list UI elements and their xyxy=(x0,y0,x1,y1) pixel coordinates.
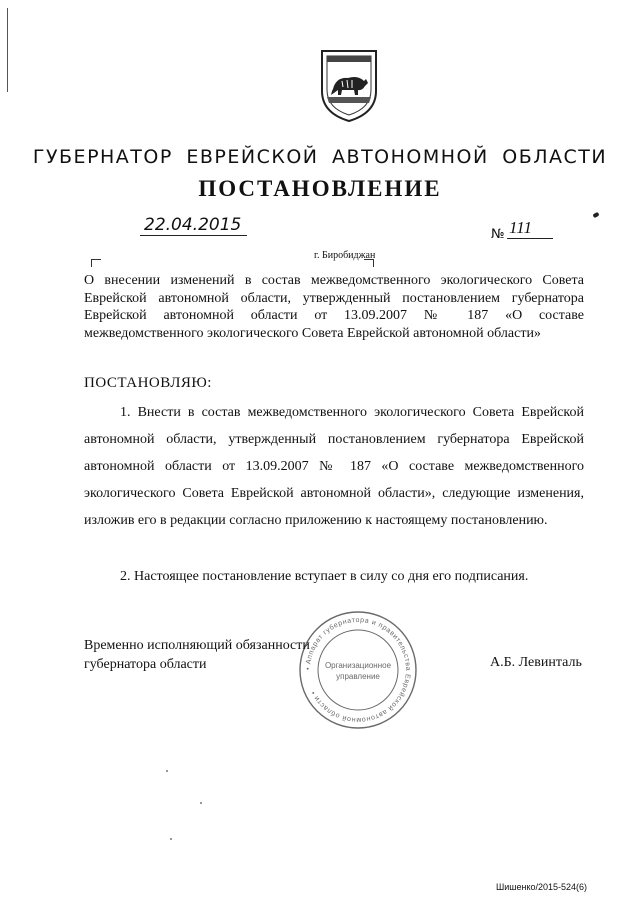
signatory-title xyxy=(84,636,310,674)
paragraph-2: 2. Настоящее постановление вступает в силу со дня его подписания. xyxy=(120,569,529,584)
decree-word: ПОСТАНОВЛЯЮ: xyxy=(84,375,212,391)
coat-of-arms-tiger-icon xyxy=(318,45,380,123)
scan-speck xyxy=(166,770,168,772)
stamp-outer-text: • Аппарат губернатора и правительства Еврейской автономной области • xyxy=(304,616,412,724)
official-stamp xyxy=(296,608,420,732)
stamp-inner-line-2: управление xyxy=(336,672,380,681)
signatory-title-line-2: губернатора области xyxy=(84,657,207,672)
paragraph-1: 1. Внести в состав межведомственного экологического Совета Еврейской автономной области, утвержденный постановлением губернатора Еврейской автономной области от 13.09.2007 № 187 «О составе межведомственного экологического Совета Еврейской автономной области», следующие изменения, изложив его в редакции согласно приложению к настоящему постановлению. xyxy=(84,405,584,528)
signatory-title-line-1: Временно исполняющий обязанности xyxy=(84,638,310,653)
document-number: 111 xyxy=(507,218,553,239)
subject-corner-left xyxy=(91,259,101,267)
footer-code: Шишенко/2015-524(6) xyxy=(496,882,588,892)
ink-mark xyxy=(592,212,599,218)
city-line: г. Биробиджан xyxy=(314,250,376,261)
signatory-name: А.Б. Левинталь xyxy=(490,655,582,670)
stamp-inner-line-1: Организационное xyxy=(324,661,392,670)
subject-corner-right xyxy=(364,259,374,267)
scan-speck xyxy=(170,838,172,840)
number-label: № xyxy=(491,227,505,242)
document-type-heading: ПОСТАНОВЛЕНИЕ xyxy=(198,176,442,201)
organization-title: ГУБЕРНАТОР ЕВРЕЙСКОЙ АВТОНОМНОЙ ОБЛАСТИ xyxy=(32,146,608,168)
svg-text:• Аппарат губернатора и правит xyxy=(305,617,411,723)
scan-speck xyxy=(200,802,202,804)
scan-edge-line xyxy=(7,8,8,92)
document-subject: О внесении изменений в состав межведомственного экологического Совета Еврейской автономной области, утвержденный постановлением губернатора Еврейской автономной области от 13.09.2007 № 187 «О составе межведомственного экологического Совета Еврейской автономной области» xyxy=(84,273,584,341)
document-date: 22.04.2015 xyxy=(140,215,247,236)
